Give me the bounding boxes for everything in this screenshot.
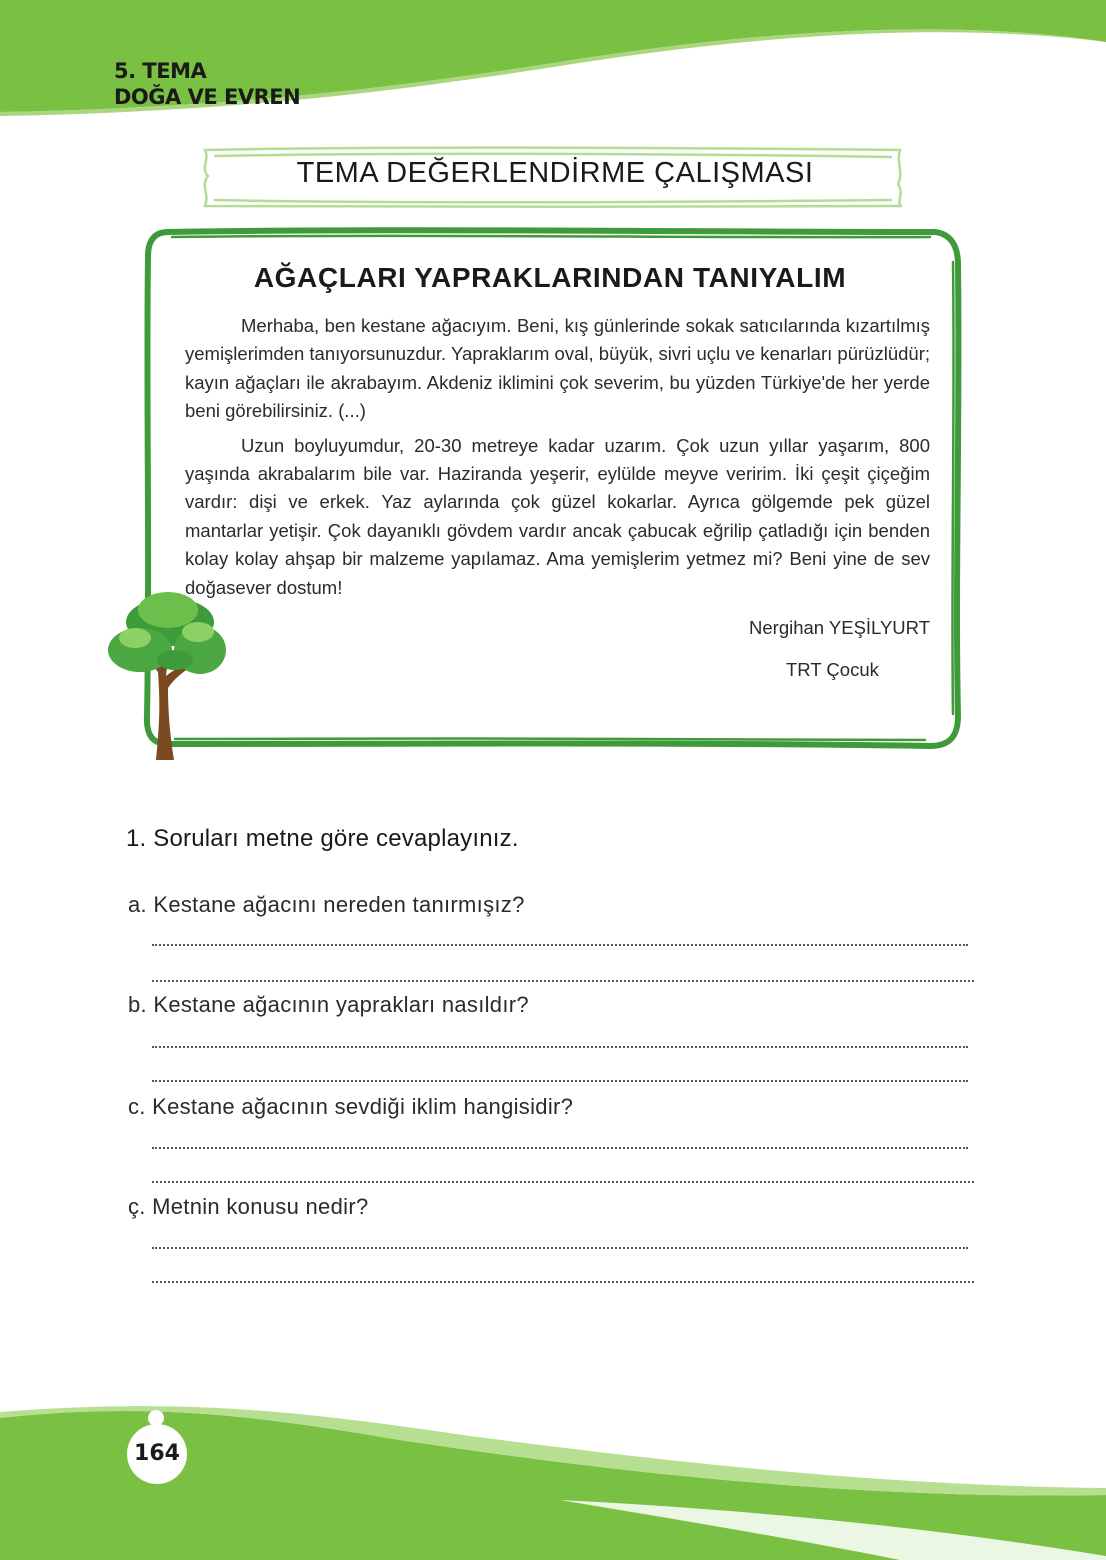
exercise-heading: 1. Soruları metne göre cevaplayınız. [126,825,519,852]
answer-line[interactable] [152,944,968,946]
bubble-dot [148,1410,164,1426]
reading-heading: AĞAÇLARI YAPRAKLARINDAN TANIYALIM [253,262,847,293]
answer-line[interactable] [152,1281,974,1283]
author-name: Nergihan YEŞİLYURT [749,617,930,638]
answer-line[interactable] [152,1247,968,1249]
banner-title: TEMA DEĞERLENDİRME ÇALIŞMASI [296,157,814,189]
paragraph-1: Merhaba, ben kestane ağacıyım. Beni, kış günlerinde sokak satıcılarında kızartılmış yemişlerimden tanıyorsunuzdur. Yapraklarım oval, büyük, sivri uçlu ve kenarları pürüzlüdür; kayın ağaçları ile akrabayım. Akdeniz iklimini çok severim, bu yüzden Türkiye'de her yerde beni görebilirsiniz. (...) [185,315,930,422]
answer-line[interactable] [152,1080,968,1082]
question-c-cedilla: ç. Metnin konusu nedir? [128,1194,369,1219]
answer-line[interactable] [152,980,974,982]
theme-name: DOĞA VE EVREN [114,85,301,109]
question-b: b. Kestane ağacının yaprakları nasıldır? [128,992,529,1017]
paragraph-2: Uzun boyluyumdur, 20-30 metreye kadar uzarım. Çok uzun yıllar yaşarım, 800 yaşında akrabalarım bile var. Haziranda yeşerir, eylülde meyve veririm. İki çeşit çiçeğim vardır: dişi ve erkek. Yaz aylarında çok güzel kokarlar. Ayrıca gölgemde pek güzel mantarlar yetişir. Çok dayanıklı gövdem vardır ancak çabucak eğrilip çatladığı için benden kolay kolay ahşap bir malzeme yapılamaz. Ama yemişlerim yetmez mi? Beni yine de sev doğasever dostum! [185,434,930,598]
question-a: a. Kestane ağacını nereden tanırmışız? [128,892,525,917]
page-number: 164 [134,1441,180,1466]
theme-number: 5. TEMA [114,59,207,83]
source-name: TRT Çocuk [786,659,879,680]
answer-line[interactable] [152,1181,974,1183]
question-c: c. Kestane ağacının sevdiği iklim hangisidir? [128,1094,574,1119]
answer-line[interactable] [152,1147,968,1149]
tree-illustration [108,592,226,760]
reading-passage [185,312,930,608]
theme-label [114,58,300,110]
answer-line[interactable] [152,1046,968,1048]
